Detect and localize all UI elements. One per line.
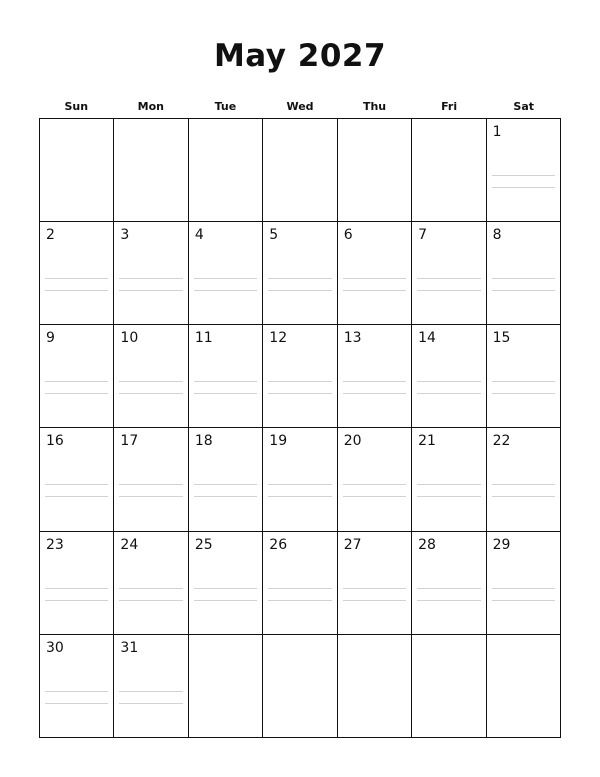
empty-day-cell: [114, 119, 188, 222]
note-line: [492, 278, 555, 279]
note-line: [119, 588, 182, 589]
note-line: [268, 484, 331, 485]
day-cell[interactable]: [263, 532, 337, 635]
day-cell[interactable]: [114, 532, 188, 635]
day-number: 29: [492, 536, 511, 553]
day-cell[interactable]: [338, 325, 412, 428]
day-number: 12: [269, 330, 288, 347]
day-cell[interactable]: [338, 222, 412, 325]
note-line: [343, 600, 406, 601]
empty-day-cell: [338, 635, 412, 738]
note-line: [45, 278, 108, 279]
day-cell[interactable]: [338, 428, 412, 531]
note-line: [268, 588, 331, 589]
note-line: [119, 278, 182, 279]
note-line: [417, 393, 480, 394]
note-line: [492, 290, 555, 291]
note-line: [119, 484, 182, 485]
day-cell[interactable]: [487, 428, 561, 531]
empty-day-cell: [487, 635, 561, 738]
note-line: [119, 393, 182, 394]
day-cell[interactable]: [263, 222, 337, 325]
weekday-label-sun: Sun: [64, 100, 89, 113]
day-cell[interactable]: [114, 428, 188, 531]
note-line: [45, 703, 108, 704]
empty-day-cell: [263, 635, 337, 738]
note-line: [45, 588, 108, 589]
note-line: [268, 381, 331, 382]
note-line: [343, 496, 406, 497]
note-line: [119, 496, 182, 497]
day-number: 8: [492, 227, 502, 244]
weekday-label-mon: Mon: [137, 100, 165, 113]
day-number: 3: [120, 227, 130, 244]
note-line: [417, 600, 480, 601]
day-cell[interactable]: [487, 532, 561, 635]
day-number: 21: [418, 433, 436, 450]
day-number: 20: [343, 433, 362, 450]
note-line: [417, 381, 480, 382]
day-number: 1: [492, 124, 502, 140]
day-number: 11: [194, 330, 213, 347]
day-number: 23: [46, 536, 64, 553]
note-line: [119, 703, 182, 704]
day-number: 19: [269, 433, 288, 450]
day-cell[interactable]: [487, 222, 561, 325]
note-line: [45, 381, 108, 382]
weekday-header-row: [39, 98, 561, 116]
note-line: [194, 588, 257, 589]
day-number: 10: [120, 330, 139, 347]
note-line: [194, 496, 257, 497]
note-line: [417, 278, 480, 279]
day-cell[interactable]: [114, 635, 188, 738]
day-cell[interactable]: [487, 119, 561, 222]
note-line: [343, 278, 406, 279]
note-line: [194, 381, 257, 382]
note-line: [45, 484, 108, 485]
empty-day-cell: [189, 635, 263, 738]
day-cell[interactable]: [40, 222, 114, 325]
note-line: [492, 588, 555, 589]
note-line: [268, 496, 331, 497]
weekday-label-sat: Sat: [513, 100, 534, 113]
day-number: 17: [120, 433, 139, 450]
day-cell[interactable]: [263, 428, 337, 531]
day-cell[interactable]: [189, 532, 263, 635]
note-line: [268, 290, 331, 291]
empty-day-cell: [263, 119, 337, 222]
note-line: [343, 381, 406, 382]
day-number: 5: [269, 227, 279, 244]
day-cell[interactable]: [412, 222, 486, 325]
note-line: [45, 600, 108, 601]
note-line: [417, 290, 480, 291]
day-cell[interactable]: [412, 532, 486, 635]
weekday-label-tue: Tue: [214, 100, 237, 113]
note-line: [45, 290, 108, 291]
note-line: [417, 484, 480, 485]
day-number: 4: [194, 227, 204, 244]
note-line: [194, 393, 257, 394]
day-number: 22: [492, 433, 511, 450]
day-number: 28: [418, 536, 436, 553]
note-line: [492, 187, 555, 188]
note-line: [343, 588, 406, 589]
day-cell[interactable]: [189, 325, 263, 428]
note-line: [492, 175, 555, 176]
note-line: [268, 278, 331, 279]
note-line: [194, 278, 257, 279]
note-line: [492, 393, 555, 394]
day-cell[interactable]: [40, 532, 114, 635]
day-number: 18: [194, 433, 213, 450]
empty-day-cell: [338, 119, 412, 222]
note-line: [268, 600, 331, 601]
note-line: [119, 600, 182, 601]
note-line: [119, 290, 182, 291]
calendar-grid: [39, 118, 561, 738]
day-number: 14: [418, 330, 436, 347]
day-cell[interactable]: [412, 428, 486, 531]
day-number: 30: [46, 639, 64, 656]
note-line: [119, 381, 182, 382]
day-cell[interactable]: [412, 325, 486, 428]
weekday-label-fri: Fri: [441, 100, 458, 113]
day-number: 2: [46, 227, 55, 244]
note-line: [194, 290, 257, 291]
day-number: 31: [120, 639, 139, 656]
calendar-title: May 2027: [213, 38, 387, 74]
note-line: [45, 393, 108, 394]
day-cell[interactable]: [189, 428, 263, 531]
day-cell[interactable]: [114, 222, 188, 325]
note-line: [492, 484, 555, 485]
day-cell[interactable]: [487, 325, 561, 428]
day-number: 25: [194, 536, 213, 553]
weekday-label-wed: Wed: [286, 100, 314, 113]
note-line: [492, 600, 555, 601]
day-number: 27: [343, 536, 362, 553]
note-line: [417, 496, 480, 497]
day-cell[interactable]: [263, 325, 337, 428]
day-number: 16: [46, 433, 64, 450]
note-line: [194, 484, 257, 485]
day-cell[interactable]: [338, 532, 412, 635]
day-cell[interactable]: [40, 635, 114, 738]
day-number: 7: [418, 227, 428, 244]
note-line: [45, 691, 108, 692]
day-number: 6: [343, 227, 353, 244]
empty-day-cell: [412, 635, 486, 738]
empty-day-cell: [189, 119, 263, 222]
note-line: [492, 381, 555, 382]
day-number: 26: [269, 536, 288, 553]
empty-day-cell: [412, 119, 486, 222]
note-line: [417, 588, 480, 589]
note-line: [492, 496, 555, 497]
note-line: [343, 484, 406, 485]
day-cell[interactable]: [40, 428, 114, 531]
note-line: [343, 290, 406, 291]
weekday-label-thu: Thu: [362, 100, 387, 113]
day-cell[interactable]: [40, 325, 114, 428]
day-number: 13: [343, 330, 362, 347]
note-line: [343, 393, 406, 394]
day-number: 15: [492, 330, 511, 347]
day-number: 24: [120, 536, 139, 553]
day-number: 9: [46, 330, 55, 347]
empty-day-cell: [40, 119, 114, 222]
note-line: [45, 496, 108, 497]
day-cell[interactable]: [114, 325, 188, 428]
note-line: [268, 393, 331, 394]
day-cell[interactable]: [189, 222, 263, 325]
note-line: [194, 600, 257, 601]
note-line: [119, 691, 182, 692]
